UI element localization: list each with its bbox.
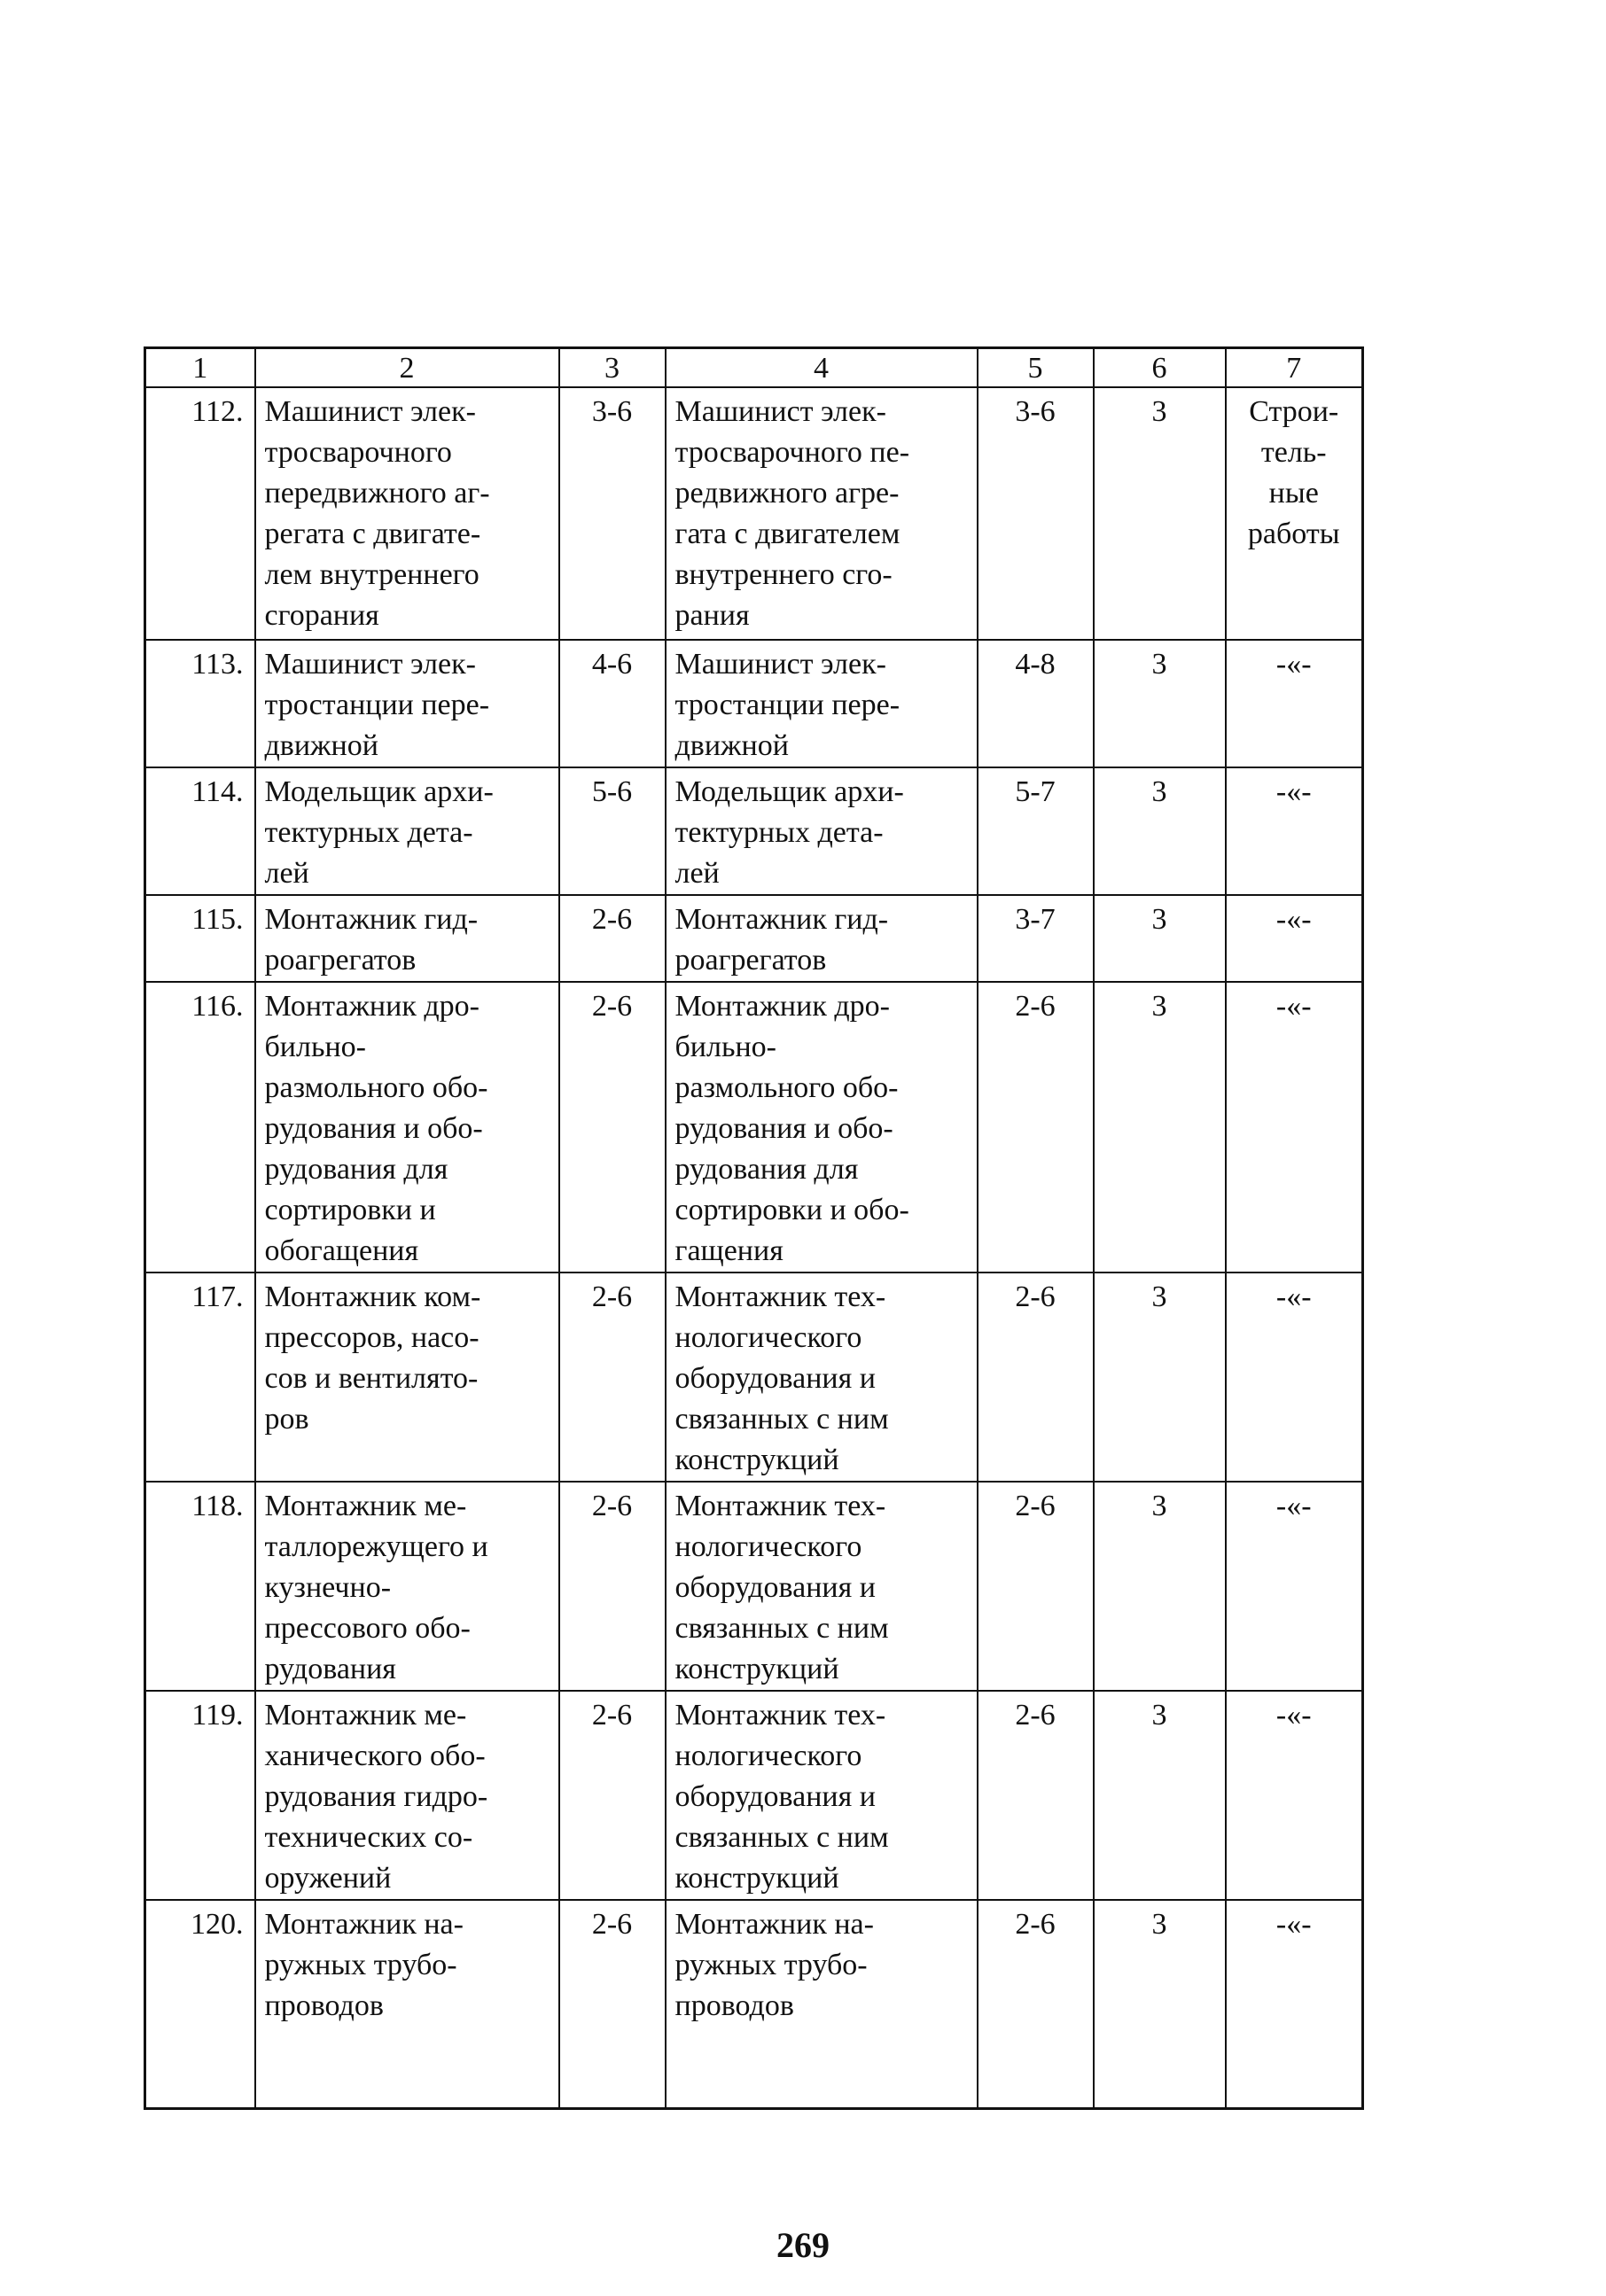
profession-b-cell-line: размольного обо- [674, 1071, 899, 1104]
note-cell-line: -«- [1275, 990, 1312, 1023]
profession-b-cell-line: нологического [674, 1321, 862, 1354]
profession-b-cell-line: Монтажник тех- [674, 1280, 886, 1313]
profession-b-cell-line: Модельщик архи- [674, 775, 904, 808]
profession-cell-line: обогащения [264, 1234, 419, 1267]
profession-cell-line: Монтажник гид- [264, 903, 479, 936]
grade-cell: 3 [1094, 1900, 1226, 2108]
profession-cell-line: Монтажник на- [264, 1908, 464, 1941]
profession-b-cell-line: тросварочного пе- [674, 436, 910, 469]
profession-cell-line: прессового обо- [264, 1612, 471, 1645]
profession-b-cell-line: рудования для [674, 1153, 859, 1186]
note-cell [1226, 1482, 1363, 1691]
profession-cell [255, 767, 559, 895]
header-cell: 1 [145, 348, 255, 388]
profession-cell [255, 1482, 559, 1691]
profession-b-cell [666, 982, 978, 1273]
table-row [145, 387, 1363, 640]
range-a-cell: 2-6 [559, 1691, 666, 1900]
profession-b-cell-line: рания [674, 599, 750, 632]
note-cell-line: -«- [1275, 1490, 1312, 1522]
row-number: 120. [145, 1900, 255, 2108]
profession-cell-line: бильно- [264, 1031, 366, 1063]
note-cell-line: -«- [1275, 1908, 1312, 1941]
range-b-cell: 2-6 [978, 1273, 1094, 1482]
profession-b-cell-line: Машинист элек- [674, 395, 886, 428]
range-b-cell: 5-7 [978, 767, 1094, 895]
profession-cell-line: роагрегатов [264, 944, 417, 977]
profession-b-cell-line: движной [674, 729, 789, 762]
range-b-cell: 2-6 [978, 1482, 1094, 1691]
profession-b-cell-line: связанных с ним [674, 1403, 889, 1436]
table-row [145, 640, 1363, 767]
profession-cell [255, 895, 559, 982]
profession-b-cell-line: Машинист элек- [674, 648, 886, 681]
range-a-cell: 2-6 [559, 895, 666, 982]
range-b-cell: 2-6 [978, 1691, 1094, 1900]
profession-cell-line: Машинист элек- [264, 648, 476, 681]
range-b-cell: 2-6 [978, 1900, 1094, 2108]
profession-cell-line: технических со- [264, 1821, 473, 1854]
profession-b-cell-line: оборудования и [674, 1571, 876, 1604]
note-cell-line: -«- [1275, 1280, 1312, 1313]
header-cell: 5 [978, 348, 1094, 388]
range-b-cell: 3-6 [978, 387, 1094, 640]
note-cell [1226, 1900, 1363, 2108]
table-header-row [145, 348, 1363, 388]
note-cell [1226, 767, 1363, 895]
note-cell-line: -«- [1275, 903, 1312, 936]
profession-cell-line: оружений [264, 1862, 392, 1895]
note-cell-line: Строи- [1249, 395, 1339, 428]
note-cell-line: -«- [1275, 1699, 1312, 1732]
profession-cell-line: рудования для [264, 1153, 448, 1186]
profession-cell-line: тросварочного [264, 436, 452, 469]
profession-cell-line: ров [264, 1403, 309, 1436]
range-b-cell: 4-8 [978, 640, 1094, 767]
profession-cell-line: сортировки и [264, 1194, 436, 1226]
range-a-cell: 5-6 [559, 767, 666, 895]
profession-b-cell [666, 767, 978, 895]
profession-cell-line: Монтажник ком- [264, 1280, 481, 1313]
profession-cell [255, 1900, 559, 2108]
grade-cell: 3 [1094, 387, 1226, 640]
profession-b-cell-line: связанных с ним [674, 1612, 889, 1645]
header-cell: 6 [1094, 348, 1226, 388]
note-cell [1226, 640, 1363, 767]
profession-cell-line: ружных трубо- [264, 1949, 457, 1981]
profession-cell [255, 1691, 559, 1900]
note-cell [1226, 982, 1363, 1273]
profession-b-cell-line: Монтажник на- [674, 1908, 874, 1941]
profession-cell-line: тектурных дета- [264, 816, 473, 849]
profession-cell-line: прессоров, насо- [264, 1321, 479, 1354]
profession-cell-line: таллорежущего и [264, 1530, 488, 1563]
profession-cell-line: рудования гидро- [264, 1780, 488, 1813]
profession-cell-line: ханического обо- [264, 1740, 486, 1772]
profession-cell-line: сгорания [264, 599, 379, 632]
profession-b-cell-line: Монтажник тех- [674, 1699, 886, 1732]
row-number: 119. [145, 1691, 255, 1900]
grade-cell: 3 [1094, 1482, 1226, 1691]
profession-cell [255, 982, 559, 1273]
page-number: 269 [776, 2225, 830, 2265]
profession-b-cell-line: лей [674, 857, 720, 890]
grade-cell: 3 [1094, 1273, 1226, 1482]
profession-cell-line: Монтажник ме- [264, 1699, 467, 1732]
profession-cell [255, 640, 559, 767]
row-number: 118. [145, 1482, 255, 1691]
note-cell-line: работы [1247, 518, 1340, 550]
profession-b-cell-line: роагрегатов [674, 944, 827, 977]
profession-cell-line: Модельщик архи- [264, 775, 494, 808]
note-cell-line: -«- [1275, 648, 1312, 681]
profession-b-cell-line: связанных с ним [674, 1821, 889, 1854]
table-row [145, 1482, 1363, 1691]
row-number: 115. [145, 895, 255, 982]
range-b-cell: 3-7 [978, 895, 1094, 982]
note-cell [1226, 895, 1363, 982]
profession-b-cell-line: конструкций [674, 1653, 839, 1685]
profession-b-cell [666, 1900, 978, 2108]
row-number: 117. [145, 1273, 255, 1482]
grade-cell: 3 [1094, 640, 1226, 767]
profession-cell-line: сов и вентилято- [264, 1362, 479, 1395]
range-b-cell: 2-6 [978, 982, 1094, 1273]
row-number: 112. [145, 387, 255, 640]
profession-b-cell [666, 1691, 978, 1900]
note-cell [1226, 1273, 1363, 1482]
row-number: 116. [145, 982, 255, 1273]
profession-b-cell-line: рудования и обо- [674, 1112, 893, 1145]
range-a-cell: 4-6 [559, 640, 666, 767]
profession-cell-line: передвижного аг- [264, 477, 490, 510]
profession-b-cell-line: сортировки и обо- [674, 1194, 909, 1226]
profession-b-cell-line: оборудования и [674, 1362, 876, 1395]
note-cell-line: ные [1268, 477, 1319, 510]
profession-cell-line: рудования и обо- [264, 1112, 483, 1145]
profession-b-cell-line: конструкций [674, 1862, 839, 1895]
profession-cell-line: Монтажник дро- [264, 990, 479, 1023]
note-cell-line: -«- [1275, 775, 1312, 808]
range-a-cell: 2-6 [559, 1900, 666, 2108]
profession-b-cell-line: тростанции пере- [674, 689, 900, 721]
header-cell: 2 [255, 348, 559, 388]
profession-cell-line: Машинист элек- [264, 395, 476, 428]
row-number: 114. [145, 767, 255, 895]
profession-cell-line: тростанции пере- [264, 689, 490, 721]
grade-cell: 3 [1094, 767, 1226, 895]
grade-cell: 3 [1094, 982, 1226, 1273]
profession-b-cell [666, 640, 978, 767]
professions-table [144, 346, 1364, 2110]
profession-b-cell [666, 895, 978, 982]
table-row [145, 1273, 1363, 1482]
profession-cell-line: кузнечно- [264, 1571, 392, 1604]
profession-cell-line: движной [264, 729, 378, 762]
profession-cell-line: лем внутреннего [264, 558, 479, 591]
profession-cell [255, 387, 559, 640]
table-row [145, 1691, 1363, 1900]
profession-cell [255, 1273, 559, 1482]
grade-cell: 3 [1094, 1691, 1226, 1900]
note-cell-line: тель- [1260, 436, 1327, 469]
range-a-cell: 2-6 [559, 1273, 666, 1482]
profession-b-cell-line: внутреннего сго- [674, 558, 893, 591]
header-cell: 7 [1226, 348, 1363, 388]
profession-b-cell-line: Монтажник тех- [674, 1490, 886, 1522]
profession-cell-line: регата с двигате- [264, 518, 481, 550]
profession-b-cell-line: гата с двигателем [674, 518, 900, 550]
profession-b-cell-line: бильно- [674, 1031, 776, 1063]
profession-b-cell-line: нологического [674, 1530, 862, 1563]
profession-b-cell-line: оборудования и [674, 1780, 876, 1813]
range-a-cell: 2-6 [559, 1482, 666, 1691]
profession-b-cell-line: Монтажник дро- [674, 990, 890, 1023]
row-number: 113. [145, 640, 255, 767]
header-cell: 4 [666, 348, 978, 388]
profession-b-cell [666, 1273, 978, 1482]
profession-b-cell-line: Монтажник гид- [674, 903, 889, 936]
profession-cell-line: лей [264, 857, 309, 890]
profession-b-cell [666, 387, 978, 640]
profession-b-cell-line: ружных трубо- [674, 1949, 868, 1981]
grade-cell: 3 [1094, 895, 1226, 982]
profession-b-cell-line: редвижного агре- [674, 477, 900, 510]
note-cell [1226, 1691, 1363, 1900]
table-row [145, 1900, 1363, 2108]
profession-b-cell-line: нологического [674, 1740, 862, 1772]
table-row [145, 982, 1363, 1273]
profession-cell-line: рудования [264, 1653, 396, 1685]
profession-cell-line: Монтажник ме- [264, 1490, 467, 1522]
table-row [145, 767, 1363, 895]
profession-b-cell-line: конструкций [674, 1444, 839, 1476]
profession-b-cell-line: тектурных дета- [674, 816, 884, 849]
range-a-cell: 3-6 [559, 387, 666, 640]
note-cell [1226, 387, 1363, 640]
profession-b-cell-line: гащения [674, 1234, 784, 1267]
profession-cell-line: проводов [264, 1989, 384, 2022]
profession-cell-line: размольного обо- [264, 1071, 488, 1104]
range-a-cell: 2-6 [559, 982, 666, 1273]
profession-b-cell-line: проводов [674, 1989, 794, 2022]
header-cell: 3 [559, 348, 666, 388]
table-row [145, 895, 1363, 982]
profession-b-cell [666, 1482, 978, 1691]
